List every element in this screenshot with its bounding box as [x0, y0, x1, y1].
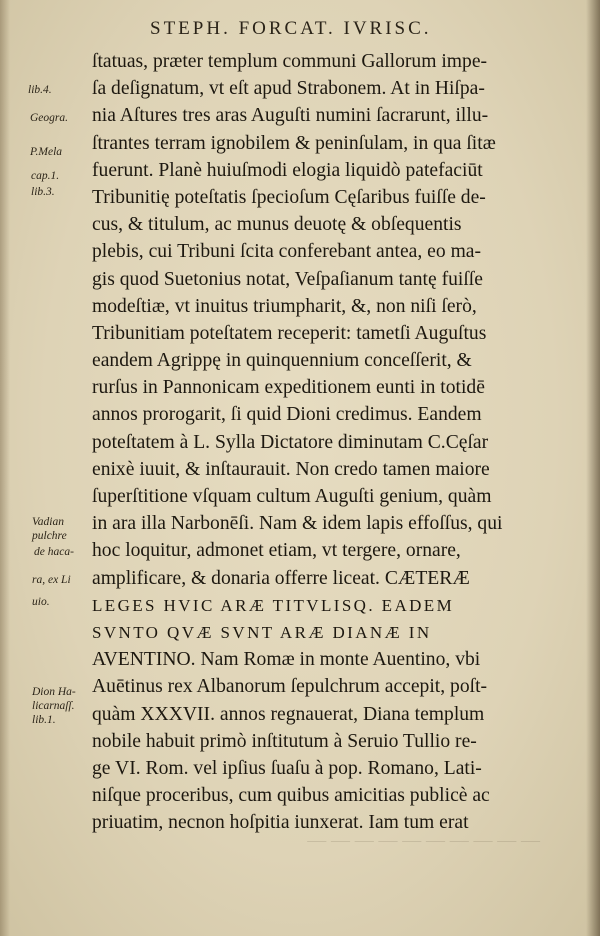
text-line: niſque proceribus, cum quibus amicitias publicè ac — [92, 785, 490, 807]
text-line: AVENTINO. Nam Romæ in monte Auentino, vbi — [92, 649, 481, 671]
margin-note: licarnaſſ. — [32, 700, 75, 712]
text-line: gis quod Suetonius notat, Veſpaſianum tantę fuiſſe — [92, 268, 483, 290]
margin-note: cap.1. — [31, 170, 60, 182]
text-line: ſtatuas, præter templum communi Gallorum impe- — [92, 51, 488, 72]
text-line: ge VI. Rom. vel ipſius ſuaſu à pop. Romano, Lati- — [92, 757, 482, 779]
text-line: Tribunitiam poteſtatem receperit: tametſi Auguſtus — [92, 322, 487, 344]
text-line: Auētinus rex Albanorum ſepulchrum accepit, poſt- — [92, 676, 488, 698]
margin-note: de haca- — [34, 546, 74, 558]
text-line: plebis, cui Tribuni ſcita conferebant antea, eo ma- — [92, 241, 482, 263]
text-line: rurſus in Pannonicam expeditionem eunti in totidē — [92, 377, 485, 399]
text-line-capitals: LEGES HVIC ARÆ TITVLISQ. EADEM — [92, 595, 455, 615]
text-line: quàm XXXVII. annos regnauerat, Diana templum — [92, 703, 485, 725]
text-line: Tribunitię poteſtatis ſpecioſum Cęſaribus fuiſſe de- — [92, 186, 486, 208]
text-line: ſa deſignatum, vt eſt apud Strabonem. At in Hiſpa- — [92, 78, 485, 100]
margin-note: Vadian — [32, 516, 64, 528]
margin-note: ra, ex Li — [32, 574, 71, 586]
margin-note: P.Mela — [30, 146, 63, 158]
text-line: ſuperſtitione vſquam cultum Auguſti genium, quàm — [92, 486, 492, 507]
text-line: eandem Agrippę in quinquennium conceſſerit, & — [92, 350, 472, 372]
text-line: in ara illa Narbonēſi. Nam & idem lapis effoſſus, qui — [92, 513, 503, 535]
show-through-text: — — — — — — — — — — — [307, 830, 540, 851]
text-line: ſtrantes terram ignobilem & peninſulam, in qua ſitæ — [92, 132, 496, 154]
margin-note: lib.4. — [28, 84, 52, 96]
text-line: priuatim, necnon hoſpitia iunxerat. Iam tum erat — [92, 812, 469, 834]
margin-note: Dion Ha- — [32, 686, 76, 698]
text-line: cus, & titulum, ac munus deuotę & obſequentis — [92, 214, 462, 236]
text-line-capitals: SVNTO QVÆ SVNT ARÆ DIANÆ IN — [92, 622, 432, 642]
margin-note: pulchre — [32, 530, 67, 542]
margin-note: Geogra. — [30, 112, 69, 124]
text-line: fuerunt. Planè huiuſmodi elogia liquidò patefaciūt — [92, 159, 483, 181]
text-line: poteſtatem à L. Sylla Dictatore diminutam C.Cęſar — [92, 431, 489, 453]
text-line: annos prorogarit, ſi quid Dioni credimus. Eandem — [92, 404, 482, 426]
text-line: hoc loquitur, admonet etiam, vt tergere, ornare, — [92, 540, 461, 562]
text-line: nobile habuit primò inſtitutum à Seruio Tullio re- — [92, 730, 477, 752]
text-line: enixè iuuit, & inſtaurauit. Non credo tamen maiore — [92, 458, 490, 480]
margin-note: uio. — [32, 596, 50, 608]
text-line: amplificare, & donaria offerre liceat. CÆTERÆ — [92, 567, 470, 589]
main-text-block — [92, 48, 564, 836]
text-line: nia Aſtures tres aras Auguſti numini ſacrarunt, illu- — [92, 105, 489, 127]
running-header: STEPH. FORCAT. IVRISC. — [150, 18, 432, 39]
margin-note: lib.3. — [31, 186, 55, 198]
margin-note: lib.1. — [32, 714, 56, 726]
text-line: modeſtiæ, vt inuitus triumpharit, &, non niſi ſerò, — [92, 295, 477, 317]
